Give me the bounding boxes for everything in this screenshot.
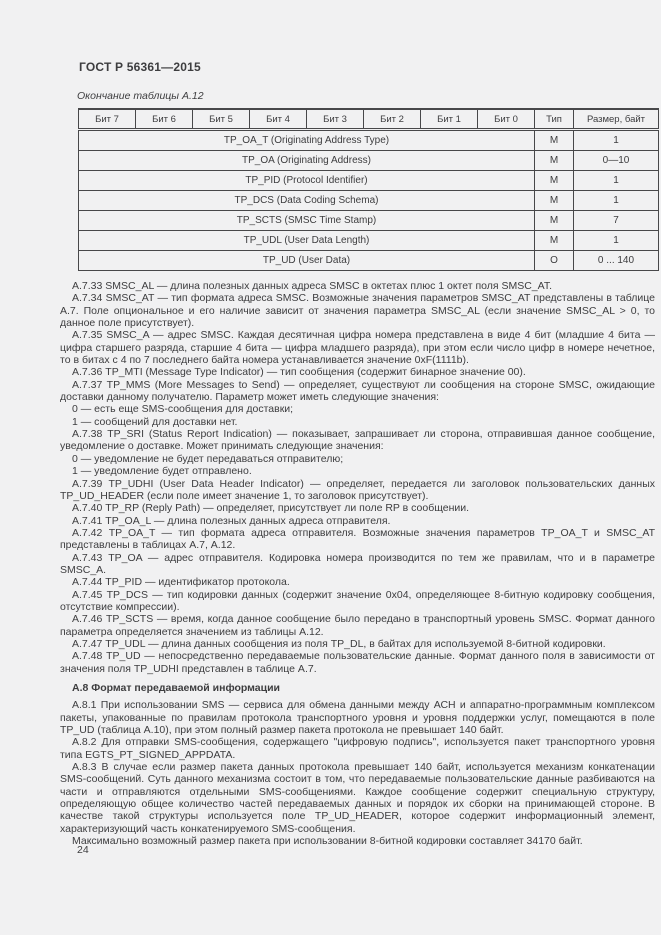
table-row xyxy=(79,191,659,211)
paragraph: А.7.46 TP_SCTS — время, когда данное сообщение было передано в транспортный уровень SMSC. Формат данного параметра определяется значением из таблицы А.12. xyxy=(60,613,655,638)
table-row xyxy=(79,171,659,191)
table-col-header-bit: Бит 1 xyxy=(421,109,478,130)
table-col-header-bit: Бит 0 xyxy=(478,109,535,130)
type-cell: O xyxy=(535,251,574,271)
size-cell: 1 xyxy=(574,171,659,191)
paragraph: А.7.44 TP_PID — идентификатор протокола. xyxy=(72,576,290,589)
section-a7-paragraphs xyxy=(60,280,655,675)
section-heading: А.8 Формат передаваемой информации xyxy=(72,682,281,694)
field-cell: TP_DCS (Data Coding Schema) xyxy=(79,191,535,211)
field-cell: TP_SCTS (SMSC Time Stamp) xyxy=(79,211,535,231)
table-row xyxy=(79,151,659,171)
paragraph: А.7.40 TP_RP (Reply Path) — определяет, присутствует ли поле RP в сообщении. xyxy=(72,502,470,515)
paragraph: А.7.48 TP_UD — непосредственно передаваемые пользовательские данные. Формат данного поля в зависимости от значения поля TP_UDHI представлен в таблице А.7. xyxy=(60,650,655,675)
paragraph: Максимально возможный размер пакета при использовании 8-битной кодировки составляет 34170 байт. xyxy=(72,835,583,848)
table-body xyxy=(79,130,659,271)
table-col-header-size: Размер, байт xyxy=(574,109,659,130)
table-col-header-bit: Бит 2 xyxy=(364,109,421,130)
table-header-row xyxy=(79,109,659,130)
paragraph: А.7.33 SMSC_AL — длина полезных данных адреса SMSC в октетах плюс 1 октет поля SMSC_AT. xyxy=(72,280,553,292)
paragraph: А.7.34 SMSC_AT — тип формата адреса SMSC. Возможные значения параметров SMSC_AT представлены в таблице А.7. Поле опциональное и его наличие зависит от значения параметра SMSC_AL (если значение SMSC_AL > 0, то данное поле присутствует). xyxy=(60,292,655,330)
table-col-header-type: Тип xyxy=(535,109,574,130)
table-col-header-bit: Бит 3 xyxy=(307,109,364,130)
table-col-header-bit: Бит 5 xyxy=(193,109,250,130)
type-cell: M xyxy=(535,231,574,251)
paragraph: А.7.37 TP_MMS (More Messages to Send) — определяет, существуют ли сообщения на стороне SMSC, ожидающие доставки данному получателю. Параметр может иметь следующие значения: xyxy=(60,378,655,404)
table-col-header-bit: Бит 4 xyxy=(250,109,307,130)
paragraph: А.7.45 TP_DCS — тип кодировки данных (содержит значение 0x04, определяющее 8-битную кодировку сообщения, отсутствие компрессии). xyxy=(60,588,655,613)
table-row xyxy=(79,251,659,271)
paragraph: А.8.1 При использовании SMS — сервиса для обмена данными между АСН и аппаратно-программным комплексом пакеты, упакованные по правилам протокола транспортного уровня и уровня поддержки услуг, помещаются в поле TP_UD (таблица А.10), при этом полный размер пакета протокола не превышает 140 байт. xyxy=(60,699,655,737)
page-number: 24 xyxy=(77,844,89,856)
paragraph: 1 — сообщений для доставки нет. xyxy=(72,415,238,428)
table-row xyxy=(79,130,659,151)
type-cell: M xyxy=(535,151,574,171)
paragraph: А.7.43 TP_OA — адрес отправителя. Кодировка номера производится по тем же правилам, что и в параметре SMSC_A. xyxy=(60,551,655,576)
size-cell: 0—10 xyxy=(574,151,659,171)
section-a8-paragraphs xyxy=(60,699,655,847)
paragraph: 0 — уведомление не будет передаваться отправителю; xyxy=(72,452,344,465)
paragraph: А.8.2 Для отправки SMS-сообщения, содержащего "цифровую подпись", используется пакет транспортного уровня типа EGTS_PT_SIGNED_APPDATA. xyxy=(60,736,655,761)
paragraph: А.7.38 TP_SRI (Status Report Indication) — показывает, запрашивает ли сторона, отправившая данное сообщение, уведомление о доставке. Может принимать следующие значения: xyxy=(60,428,655,453)
size-cell: 1 xyxy=(574,130,659,151)
paragraph: А.7.42 TP_OA_T — тип формата адреса отправителя. Возможные значения параметров TP_OA_T и SMSC_АТ представлены в таблицах А.7, А.12. xyxy=(60,526,655,552)
body-text xyxy=(60,280,655,847)
paragraph: А.7.35 SMSC_A — адрес SMSC. Каждая десятичная цифра номера представлена в виде 4 бит (младшие 4 бита — цифра старшего разряда, старшие 4 бита — цифра младшего разряда), при этом если число цифр в номере нечетное, то в битах с 4 по 7 последнего байта номера устанавливается значение 0xF(1111b). xyxy=(60,329,655,367)
type-cell: M xyxy=(535,211,574,231)
type-cell: M xyxy=(535,171,574,191)
table-col-header-bit: Бит 6 xyxy=(136,109,193,130)
doc-header: ГОСТ Р 56361—2015 xyxy=(79,60,201,74)
table-row xyxy=(79,211,659,231)
paragraph: А.8.3 В случае если размер пакета данных протокола превышает 140 байт, используется механизм конкатенации SMS-сообщений. Суть данного механизма состоит в том, что передаваемые пользовательские данные разбиваются на части и отправляются отдельными SMS-сообщениями. Каждое сообщение содержит специальную структуру, определяющую общее количество частей передаваемых данных и порядок их сборки на принимающей стороне. В качестве такой структуры используется поле TP_UD_HEADER, которое содержит информационный элемент, характеризующий часть конкатенируемого SMS-сообщения. xyxy=(60,761,655,835)
type-cell: M xyxy=(535,191,574,211)
field-cell: TP_OA_T (Originating Address Type) xyxy=(79,130,535,151)
size-cell: 0 ... 140 xyxy=(574,251,659,271)
paragraph: А.7.39 TP_UDHI (User Data Header Indicator) — определяет, передается ли заголовок пользовательских данных TP_UD_HEADER (если поле имеет значение 1, то заголовок присутствует). xyxy=(60,477,655,502)
table-a12 xyxy=(78,108,659,271)
field-cell: TP_UDL (User Data Length) xyxy=(79,231,535,251)
field-cell: TP_PID (Protocol Identifier) xyxy=(79,171,535,191)
size-cell: 1 xyxy=(574,231,659,251)
size-cell: 7 xyxy=(574,211,659,231)
paragraph: 1 — уведомление будет отправлено. xyxy=(72,465,252,478)
paragraph: А.7.36 TP_MTI (Message Type Indicator) — тип сообщения (содержит бинарное значение 00). xyxy=(72,366,526,379)
table-caption: Окончание таблицы А.12 xyxy=(77,90,204,102)
table-col-header-bit: Бит 7 xyxy=(79,109,136,130)
field-cell: TP_UD (User Data) xyxy=(79,251,535,271)
type-cell: M xyxy=(535,130,574,151)
size-cell: 1 xyxy=(574,191,659,211)
paragraph: А.7.47 TP_UDL — длина данных сообщения из поля TP_DL, в байтах для используемой 8-битной кодировки. xyxy=(72,637,606,650)
paragraph: 0 — есть еще SMS-сообщения для доставки; xyxy=(72,403,294,416)
paragraph: А.7.41 TP_OA_L — длина полезных данных адреса отправителя. xyxy=(72,514,391,527)
field-cell: TP_OA (Originating Address) xyxy=(79,151,535,171)
table-row xyxy=(79,231,659,251)
